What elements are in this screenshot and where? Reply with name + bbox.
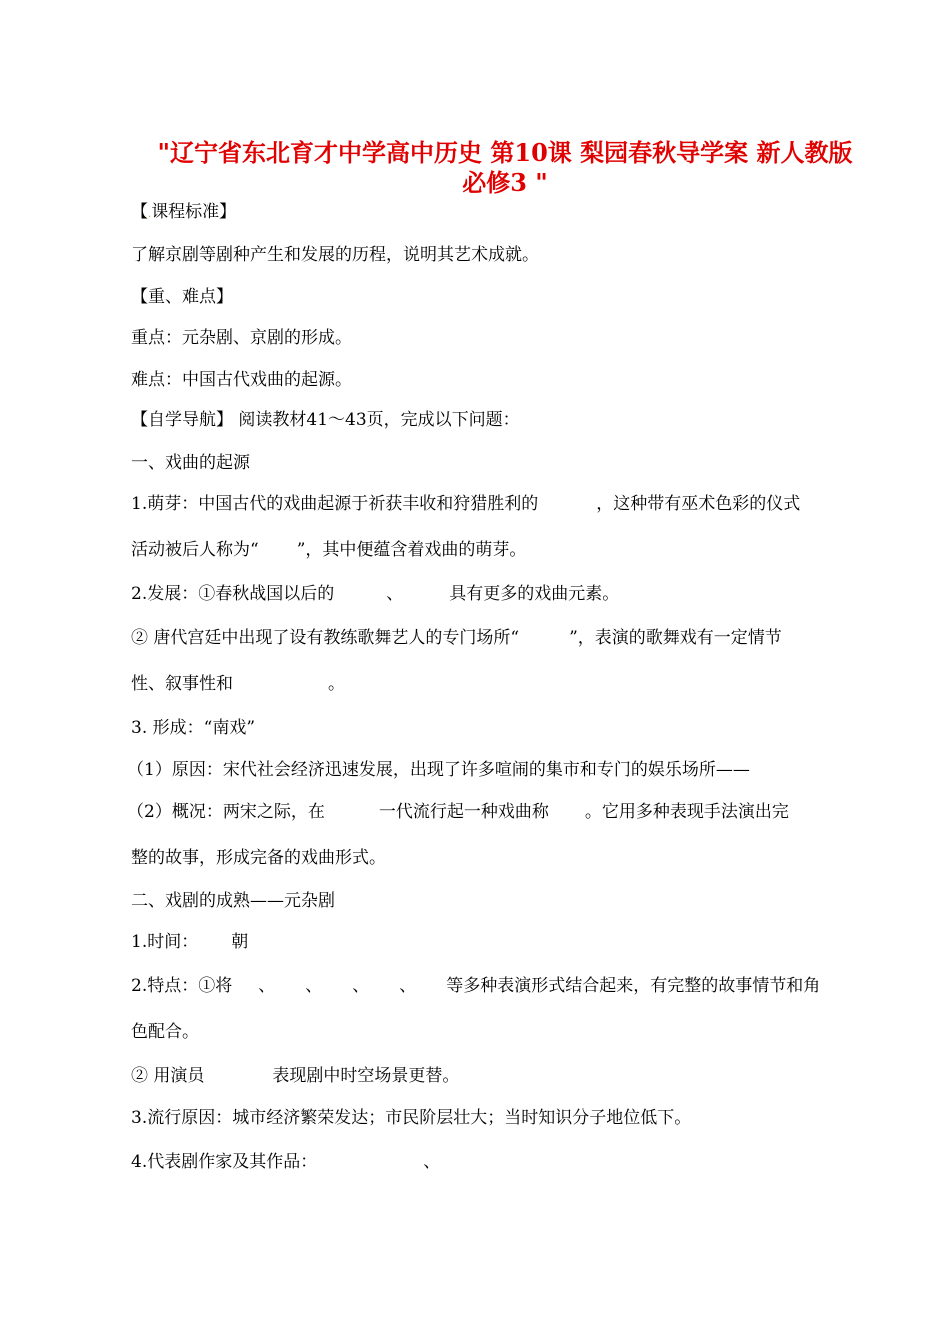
standard-text: 了解京剧等剧种产生和发展的历程，说明其艺术成就。 <box>131 245 539 265</box>
document-title-line-1: "辽宁省东北育才中学高中历史 第10课 梨园春秋导学案 新人教版 <box>157 138 853 167</box>
separator: 、 <box>305 976 323 996</box>
part2-q1 <box>131 930 871 954</box>
part1-q2-line1 <box>131 582 871 606</box>
part1-q1-line2 <box>131 538 871 562</box>
bracket-open: 【 <box>131 202 148 222</box>
part2-q2-line1 <box>131 974 871 998</box>
part1-q1-line1 <box>131 492 871 516</box>
part1-heading: 一、戏曲的起源 <box>131 453 250 473</box>
part2-q3: 3.流行原因：城市经济繁荣发达；市民阶层壮大；当时知识分子地位低下。 <box>131 1108 692 1128</box>
separator: 、 <box>258 976 276 996</box>
difficult-point: 难点：中国古代戏曲的起源。 <box>131 370 352 390</box>
part1-q1-text-a: 1.萌芽：中国古代的戏曲起源于祈获丰收和狩猎胜利的 <box>131 494 539 514</box>
part2-q2-line3 <box>131 1064 871 1088</box>
part2-q2-line2: 色配合。 <box>131 1022 199 1042</box>
section-course-standard-label: 课程标准】 <box>151 202 237 222</box>
anchor-dot-icon: . <box>148 209 152 220</box>
part1-q2-text-g: 。 <box>328 674 345 694</box>
part2-q1-text-a: 1.时间： <box>131 932 199 952</box>
part1-q2-text-d: ② 唐代宫廷中出现了设有教练歌舞艺人的专门场所“ <box>131 628 520 648</box>
part1-q2-line2 <box>131 626 871 650</box>
part2-q2-text-d: ② 用演员 <box>131 1066 205 1086</box>
part1-q3-2-line2: 整的故事，形成完备的戏曲形式。 <box>131 848 386 868</box>
part2-q4-sep: 、 <box>423 1152 441 1172</box>
part1-q3-2-text-a: （2）概况：两宋之际，在 <box>127 802 325 822</box>
part2-q2-text-a: 2.特点：①将 <box>131 976 233 996</box>
self-study-guide: 【自学导航】 阅读教材41～43页，完成以下问题： <box>131 410 520 430</box>
part1-q1-text-b: ，这种带有巫术色彩的仪式 <box>596 494 801 514</box>
part1-q1-text-c: 活动被后人称为“ <box>131 540 259 560</box>
part2-q4 <box>131 1150 871 1174</box>
part1-q2-text-e: ”，表演的歌舞戏有一定情节 <box>569 628 782 648</box>
part1-q2-line3 <box>131 672 871 696</box>
part2-q1-text-b: 朝 <box>231 932 249 952</box>
part2-q2-text-e: 表现剧中时空场景更替。 <box>272 1066 460 1086</box>
part1-q3-1: （1）原因：宋代社会经济迅速发展，出现了许多喧闹的集市和专门的娱乐场所—— <box>127 760 750 780</box>
part1-q1-text-d: ”，其中便蕴含着戏曲的萌芽。 <box>296 540 527 560</box>
part1-q2-text-f: 性、叙事性和 <box>131 674 233 694</box>
part1-q3-2-text-b: 一代流行起一种戏曲称 <box>378 802 549 822</box>
separator: 、 <box>352 976 370 996</box>
separator: 、 <box>399 976 417 996</box>
section-course-standard <box>131 200 871 227</box>
key-point: 重点：元杂剧、京剧的形成。 <box>131 328 352 348</box>
part1-q3-2-text-c: 。它用多种表现手法演出完 <box>584 802 789 822</box>
part1-q3-2-line1 <box>127 800 867 824</box>
part1-q2-text-c: 具有更多的戏曲元素。 <box>449 584 620 604</box>
part1-q2-sep: 、 <box>386 584 404 604</box>
part2-heading: 二、戏剧的成熟——元杂剧 <box>131 891 335 911</box>
part1-q3: 3. 形成：“南戏” <box>131 718 256 738</box>
part2-q2-text-b: 等多种表演形式结合起来，有完整的故事情节和角 <box>446 976 821 996</box>
part1-q2-text-a: 2.发展：①春秋战国以后的 <box>131 584 335 604</box>
part2-q4-text-a: 4.代表剧作家及其作品： <box>131 1152 318 1172</box>
document-title-line-2: 必修3 " <box>462 168 548 197</box>
section-key-difficult: 【重、难点】 <box>131 287 233 307</box>
